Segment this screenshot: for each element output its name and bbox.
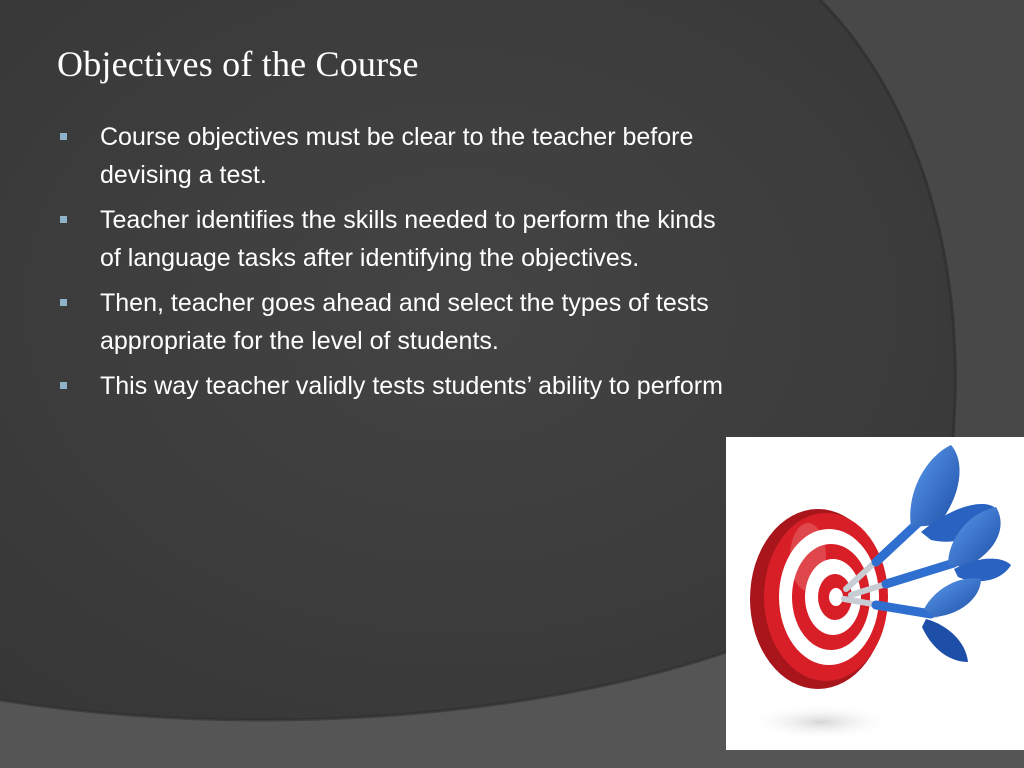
bullet-text: This way teacher validly tests students’ ability to perform (100, 372, 723, 400)
square-bullet-icon (60, 382, 67, 389)
target-darts-image (726, 437, 1024, 750)
bullet-text: Course objectives must be clear to the teacher before devising a test. (100, 123, 694, 189)
slide-title: Objectives of the Course (57, 44, 419, 84)
square-bullet-icon (60, 133, 67, 140)
square-bullet-icon (60, 216, 67, 223)
bullet-text: Then, teacher goes ahead and select the types of tests appropriate for the level of students. (100, 289, 709, 355)
bullet-item (58, 284, 738, 360)
bullet-list (58, 118, 738, 412)
bullet-item (58, 201, 738, 277)
bullet-item (58, 367, 738, 405)
bullet-item (58, 118, 738, 194)
target-with-darts-icon (726, 437, 1024, 750)
square-bullet-icon (60, 299, 67, 306)
bullet-text: Teacher identifies the skills needed to perform the kinds of language tasks after identifying the objectives. (100, 206, 716, 272)
